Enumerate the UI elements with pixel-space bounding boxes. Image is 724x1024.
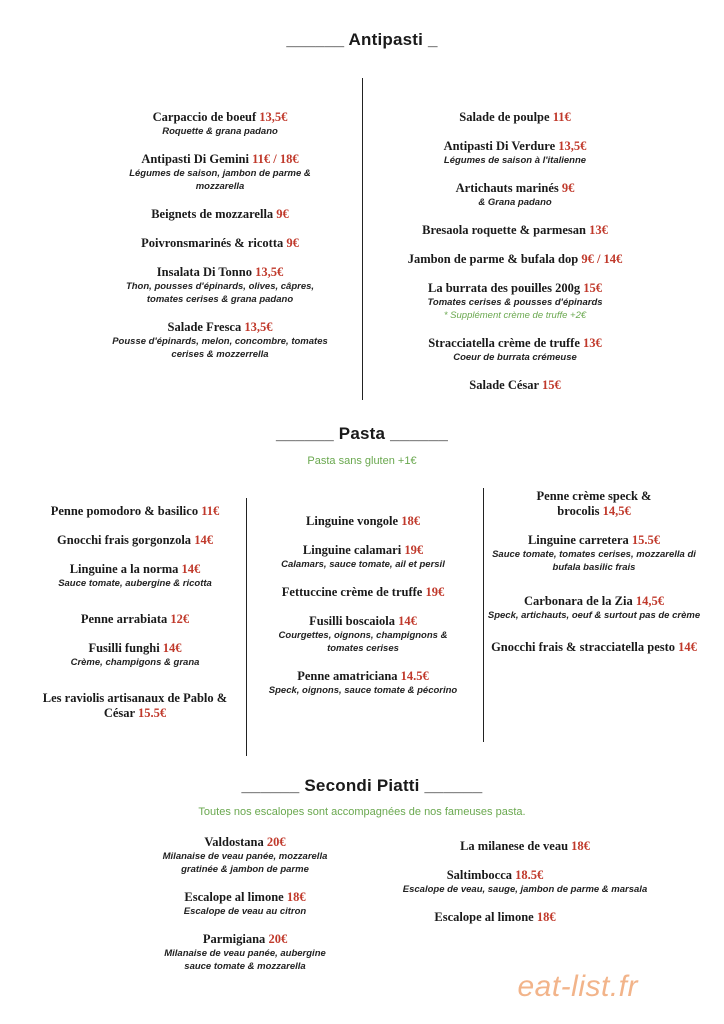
menu-item (400, 336, 630, 364)
item-price: 18€ (286, 890, 306, 904)
menu-item (400, 223, 630, 238)
item-name: Gnocchi frais gorgonzola (57, 533, 192, 547)
item-name: Valdostana (204, 835, 264, 849)
item-price: 9€ (286, 236, 299, 250)
item-price: 9€ (276, 207, 289, 221)
menu-item (268, 543, 458, 571)
item-price: 15.5€ (138, 706, 167, 720)
pasta-divider-left (246, 498, 247, 756)
item-name: Parmigiana (202, 932, 266, 946)
pasta-right-column (482, 489, 706, 669)
item-name: Carbonara de la Zia (524, 594, 633, 608)
antipasti-divider (362, 78, 363, 400)
item-name: Beignets de mozzarella (151, 207, 274, 221)
item-supplement: * Supplément crème de truffe +2€ (443, 310, 587, 321)
item-price: 20€ (268, 932, 288, 946)
item-price: 13,5€ (244, 320, 273, 334)
item-name: La milanese de veau (460, 839, 569, 853)
item-name: Salade César (469, 378, 539, 392)
item-name: Gnocchi frais & stracciatella pesto (491, 640, 676, 654)
item-name: Fusilli boscaiola (309, 614, 395, 628)
item-price: 18€ (401, 514, 420, 528)
item-description: Sauce tomate, aubergine & ricotta (58, 578, 212, 589)
item-description: Roquette & grana padano (162, 126, 278, 137)
menu-item (482, 533, 706, 574)
item-price: 18€ (536, 910, 556, 924)
item-price: 19€ (404, 543, 424, 557)
item-name: Fettuccine crème de truffe (281, 585, 423, 599)
menu-item (400, 252, 630, 267)
item-name: Penne arrabiata (80, 612, 168, 626)
item-price: 14€ (398, 614, 417, 628)
item-price: 12€ (170, 612, 190, 626)
secondi-left-column (150, 835, 340, 987)
item-name: Salade Fresca (167, 320, 242, 334)
menu-item (482, 489, 706, 519)
item-name: Stracciatella crème de truffe (428, 336, 580, 350)
item-description: Milanaise de veau panée, mozzarella gratinée & jambon de parme (162, 851, 328, 875)
item-name: Artichauts marinés (455, 181, 559, 195)
menu-item (40, 504, 230, 519)
item-price: 11€ / 18€ (252, 152, 299, 166)
menu-item (400, 139, 630, 167)
menu-item (110, 236, 330, 251)
item-name: Les raviolis artisanaux de Pablo & César (42, 691, 228, 720)
menu-item (380, 910, 670, 925)
item-price: 11€ (552, 110, 571, 124)
secondi-note: Toutes nos escalopes sont accompagnées de nos fameuses pasta. (198, 806, 526, 818)
item-name: Penne amatriciana (297, 669, 398, 683)
item-price: 15€ (541, 378, 561, 392)
pasta-title: ______ Pasta ______ (275, 424, 449, 443)
item-price: 14€ (162, 641, 182, 655)
item-description: Pousse d'épinards, melon, concombre, tomates cerises & mozzerrella (112, 336, 328, 360)
menu-item (400, 110, 630, 125)
item-price: 9€ / 14€ (581, 252, 623, 266)
item-price: 19€ (425, 585, 445, 599)
item-name: Linguine carretera (527, 533, 629, 547)
item-price: 14,5€ (635, 594, 664, 608)
item-name: Poivronsmarinés & ricotta (141, 236, 284, 250)
secondi-title: ______ Secondi Piatti ______ (241, 776, 483, 795)
item-price: 9€ (561, 181, 575, 195)
item-price: 20€ (266, 835, 286, 849)
item-description: Tomates cerises & pousses d'épinards (427, 297, 603, 308)
pasta-note: Pasta sans gluten +1€ (307, 455, 417, 467)
menu-item (150, 932, 340, 973)
menu-item (380, 868, 670, 896)
item-description: Escalope de veau au citron (183, 906, 307, 917)
item-price: 11€ (201, 504, 220, 518)
item-name: Fusilli funghi (88, 641, 160, 655)
menu-item (40, 612, 230, 627)
item-price: 14.5€ (400, 669, 429, 683)
item-description: Escalope de veau, sauge, jambon de parme & marsala (402, 884, 648, 895)
item-description: Sauce tomate, tomates cerises, mozzarella di bufala basilic frais (492, 549, 696, 573)
secondi-right-column (380, 839, 670, 939)
item-description: Crème, champigons & grana (70, 657, 200, 668)
item-price: 13€ (583, 336, 602, 350)
menu-item (268, 585, 458, 600)
item-name: La burrata des pouilles 200g (428, 281, 581, 295)
menu-item (110, 110, 330, 138)
item-name: Penne pomodoro & basilico (50, 504, 199, 518)
item-name: Jambon de parme & bufala dop (407, 252, 579, 266)
menu-item (40, 641, 230, 669)
item-description: Speck, oignons, sauce tomate & pécorino (268, 685, 458, 696)
menu-item (110, 207, 330, 222)
antipasti-left-column (110, 110, 330, 375)
site-watermark: eat-list.fr (517, 970, 638, 1003)
item-price: 13,5€ (259, 110, 288, 124)
item-price: 14€ (678, 640, 697, 654)
menu-item (482, 594, 706, 622)
antipasti-title: ______ Antipasti _ (286, 30, 438, 49)
item-price: 13,5€ (255, 265, 284, 279)
menu-item (268, 669, 458, 697)
item-price: 15.5€ (631, 533, 661, 547)
item-name: Escalope al limone (184, 890, 284, 904)
menu-item (400, 181, 630, 209)
menu-item (268, 614, 458, 655)
item-name: Antipasti Di Gemini (141, 152, 249, 166)
antipasti-right-column (400, 110, 630, 407)
item-description: Calamars, sauce tomate, ail et persil (281, 559, 445, 570)
item-name: Linguine calamari (302, 543, 402, 557)
menu-item (482, 640, 706, 655)
menu-item (268, 514, 458, 529)
menu-item (150, 890, 340, 918)
item-name: Escalope al limone (434, 910, 534, 924)
item-name: Linguine a la norma (69, 562, 179, 576)
menu-item (110, 265, 330, 306)
item-price: 18.5€ (515, 868, 544, 882)
item-price: 18€ (571, 839, 590, 853)
item-description: Speck, artichauts, oeuf & surtout pas de crème (487, 610, 701, 621)
item-price: 14€ (194, 533, 213, 547)
item-name: Linguine vongole (306, 514, 399, 528)
item-description: Légumes de saison à l'italienne (443, 155, 587, 166)
item-name: Saltimbocca (446, 868, 513, 882)
pasta-middle-column (268, 514, 458, 711)
menu-item (40, 533, 230, 548)
menu-item (40, 562, 230, 590)
menu-item (400, 378, 630, 393)
item-name: Salade de poulpe (459, 110, 550, 124)
item-description: Milanaise de veau panée, aubergine sauce tomate & mozzarella (164, 948, 326, 972)
item-description: Courgettes, oignons, champignons & tomates cerises (278, 630, 448, 654)
item-description: Thon, pousses d'épinards, olives, câpres, tomates cerises & grana padano (125, 281, 315, 305)
item-name: Carpaccio de boeuf (152, 110, 257, 124)
menu-item (110, 152, 330, 193)
item-description: & Grana padano (478, 197, 552, 208)
item-price: 14,5€ (602, 504, 631, 518)
menu-item (400, 281, 630, 322)
pasta-left-column (40, 504, 230, 735)
item-name: Bresaola roquette & parmesan (422, 223, 586, 237)
item-name: Antipasti Di Verdure (443, 139, 556, 153)
item-name: Insalata Di Tonno (156, 265, 252, 279)
menu-item (110, 320, 330, 361)
item-price: 13€ (589, 223, 608, 237)
item-price: 13,5€ (558, 139, 587, 153)
item-name: Penne crème speck & brocolis (536, 489, 652, 518)
menu-item (40, 691, 230, 721)
menu-item (380, 839, 670, 854)
item-description: Coeur de burrata crémeuse (453, 352, 577, 363)
menu-item (150, 835, 340, 876)
item-description: Légumes de saison, jambon de parme & mozzarella (129, 168, 311, 192)
item-price: 14€ (181, 562, 201, 576)
item-price: 15€ (583, 281, 602, 295)
